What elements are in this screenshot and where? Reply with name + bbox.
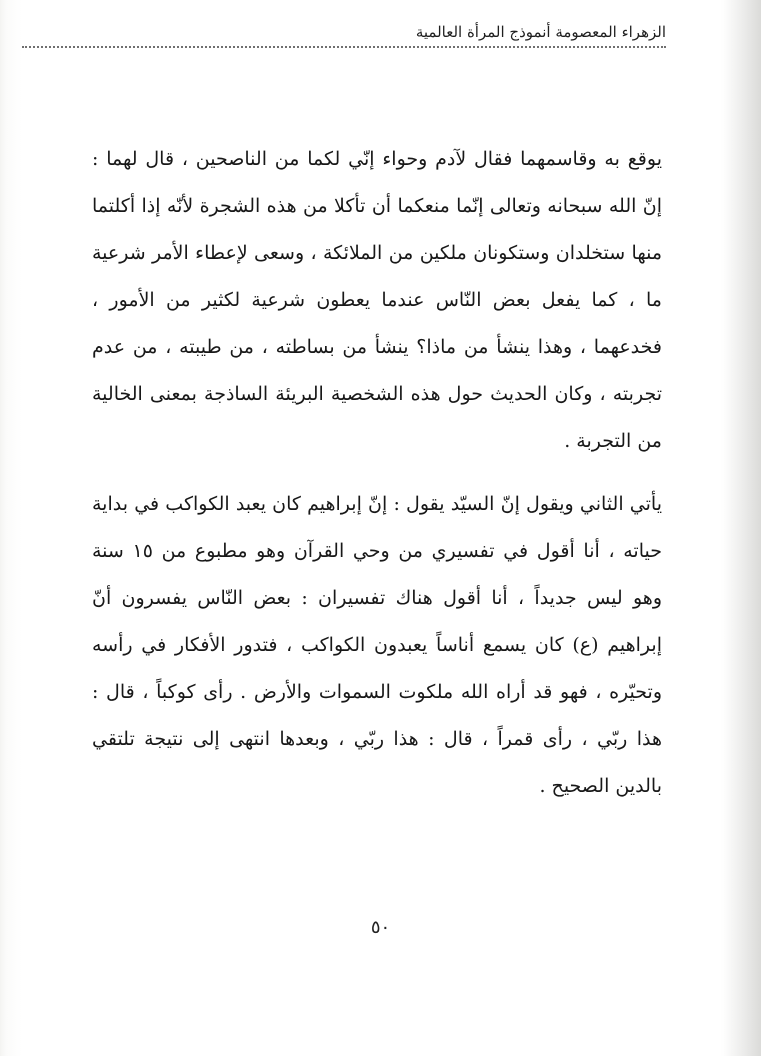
running-title: الزهراء المعصومة أنموذج المرأة العالمية	[415, 23, 666, 41]
paragraph-1: يوقع به وقاسمهما فقال لآدم وحواء إنّي لكما من الناصحين ، قال لهما : إنّ الله سبحانه وتعالى إنّما منعكما أن تأكلا من هذه الشجرة لأنّه إذا أكلتما منها ستخلدان وستكونان ملكين من الملائكة ، وسعى لإعطاء الأمر شرعية ما ، كما يفعل بعض النّاس عندما يعطون شرعية لكثير من الأمور ، فخدعهما ، وهذا ينشأ من ماذا؟ ينشأ من بساطته ، من طيبته ، من عدم تجربته ، وكان الحديث حول هذه الشخصية البريئة الساذجة بمعنى الخالية من التجربة .	[92, 148, 662, 452]
page-header	[22, 18, 666, 54]
dotted-leader-line	[22, 46, 666, 48]
body-text	[92, 136, 662, 810]
paragraph-2: يأتي الثاني ويقول إنّ السيّد يقول : إنّ إبراهيم كان يعبد الكواكب في بداية حياته ، أنا أقول في تفسيري من وحي القرآن وهو مطبوع من ١٥ سنة وهو ليس جديداً ، أنا أقول هناك تفسيران : بعض النّاس يفسرون أنّ إبراهيم (ع) كان يسمع أناساً يعبدون الكواكب ، فتدور الأفكار في رأسه وتحيّره ، فهو قد أراه الله ملكوت السموات والأرض . رأى كوكباً ، قال : هذا ربّي ، رأى قمراً ، قال : هذا ربّي ، وبعدها انتهى إلى نتيجة تلتقي بالدين الصحيح .	[92, 493, 662, 797]
page-number: ٥٠	[370, 917, 391, 938]
page-edge-shadow	[723, 0, 761, 1056]
